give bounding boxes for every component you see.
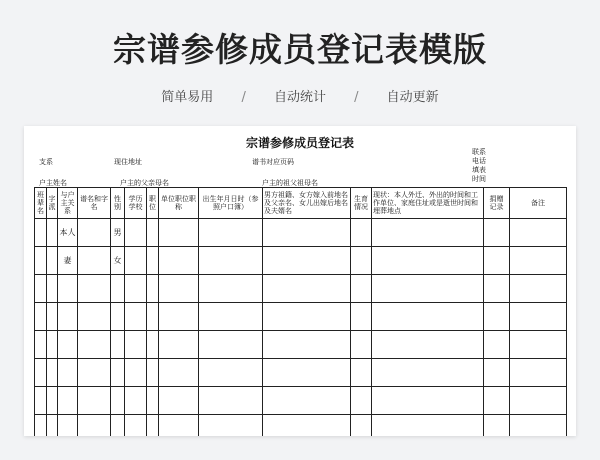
form-title: 宗谱参修成员登记表 bbox=[245, 136, 354, 150]
table-cell[interactable] bbox=[125, 275, 147, 303]
table-cell[interactable] bbox=[372, 387, 484, 415]
meta-contact: 联系电话填表时间 bbox=[472, 148, 486, 183]
table-cell[interactable] bbox=[78, 415, 111, 437]
form-sheet bbox=[24, 126, 576, 436]
table-cell[interactable] bbox=[78, 219, 111, 247]
table-cell[interactable] bbox=[111, 359, 125, 387]
table-cell[interactable] bbox=[159, 387, 199, 415]
table-cell[interactable] bbox=[111, 415, 125, 437]
col-workplace: 单位职位职称 bbox=[159, 188, 199, 219]
table-cell[interactable] bbox=[58, 303, 78, 331]
col-remarks: 备注 bbox=[510, 188, 567, 219]
table-cell[interactable] bbox=[47, 275, 58, 303]
table-row bbox=[35, 387, 567, 415]
table-cell[interactable] bbox=[484, 303, 510, 331]
col-generation: 班辈名 bbox=[35, 188, 47, 219]
tag-separator: / bbox=[354, 90, 359, 105]
col-status: 现状：本人外迁、外出的时间和工作单位、家庭住址或是逝世时间和埋葬地点 bbox=[372, 188, 484, 219]
register-table bbox=[34, 187, 567, 436]
table-cell[interactable] bbox=[147, 219, 159, 247]
table-cell[interactable] bbox=[125, 359, 147, 387]
table-cell[interactable] bbox=[78, 359, 111, 387]
table-cell[interactable] bbox=[47, 219, 58, 247]
table-cell[interactable] bbox=[125, 219, 147, 247]
table-cell[interactable] bbox=[35, 359, 47, 387]
table-cell[interactable] bbox=[111, 303, 125, 331]
table-cell[interactable] bbox=[199, 219, 263, 247]
table-cell[interactable]: 男 bbox=[111, 219, 125, 247]
table-cell[interactable] bbox=[35, 331, 47, 359]
table-cell[interactable] bbox=[125, 415, 147, 437]
table-cell[interactable]: 妻 bbox=[58, 247, 78, 275]
col-relation: 与户主关系 bbox=[58, 188, 78, 219]
meta-page-no: 谱书对应页码 bbox=[252, 158, 294, 166]
table-cell[interactable] bbox=[35, 415, 47, 437]
col-children: 生育情况 bbox=[351, 188, 372, 219]
tag-easy: 简单易用 bbox=[161, 90, 214, 105]
table-cell[interactable] bbox=[78, 275, 111, 303]
meta-head-parents: 户主的父亲母名 bbox=[120, 179, 169, 187]
table-cell[interactable] bbox=[510, 247, 567, 275]
table-cell[interactable] bbox=[484, 331, 510, 359]
table-cell[interactable] bbox=[47, 415, 58, 437]
table-cell[interactable] bbox=[147, 359, 159, 387]
table-cell[interactable] bbox=[58, 387, 78, 415]
col-zipai: 字派 bbox=[47, 188, 58, 219]
header-row bbox=[35, 188, 567, 219]
table-cell[interactable] bbox=[47, 387, 58, 415]
table-cell[interactable] bbox=[47, 247, 58, 275]
table-cell[interactable] bbox=[510, 219, 567, 247]
tag-auto-stats: 自动统计 bbox=[273, 90, 326, 105]
col-position: 职位 bbox=[147, 188, 159, 219]
table-cell[interactable] bbox=[351, 387, 372, 415]
table-cell[interactable] bbox=[147, 331, 159, 359]
table-cell[interactable] bbox=[484, 275, 510, 303]
table-cell[interactable] bbox=[510, 359, 567, 387]
table-cell[interactable] bbox=[199, 387, 263, 415]
table-cell[interactable] bbox=[351, 415, 372, 437]
table-cell[interactable] bbox=[484, 219, 510, 247]
table-cell[interactable] bbox=[147, 387, 159, 415]
table-cell[interactable] bbox=[47, 331, 58, 359]
table-cell[interactable] bbox=[78, 303, 111, 331]
table-cell[interactable] bbox=[263, 387, 351, 415]
table-cell[interactable] bbox=[58, 415, 78, 437]
table-cell[interactable] bbox=[510, 275, 567, 303]
table-cell[interactable] bbox=[159, 415, 199, 437]
table-cell[interactable] bbox=[484, 359, 510, 387]
table-cell[interactable] bbox=[372, 247, 484, 275]
table-row bbox=[35, 415, 567, 437]
table-cell[interactable] bbox=[372, 359, 484, 387]
table-cell[interactable] bbox=[111, 387, 125, 415]
table-cell[interactable] bbox=[125, 247, 147, 275]
table-cell[interactable] bbox=[484, 415, 510, 437]
table-cell[interactable] bbox=[199, 331, 263, 359]
table-row bbox=[35, 303, 567, 331]
table-cell[interactable] bbox=[510, 387, 567, 415]
table-cell[interactable] bbox=[199, 275, 263, 303]
table-cell[interactable] bbox=[263, 275, 351, 303]
tagline bbox=[0, 86, 600, 105]
col-donation: 捐赠记录 bbox=[484, 188, 510, 219]
col-names: 谱名和字名 bbox=[78, 188, 111, 219]
table-cell[interactable] bbox=[47, 359, 58, 387]
table-row bbox=[35, 247, 567, 275]
table-cell[interactable] bbox=[125, 387, 147, 415]
table-cell[interactable] bbox=[372, 303, 484, 331]
table-cell[interactable] bbox=[351, 303, 372, 331]
table-cell[interactable] bbox=[484, 387, 510, 415]
col-birth: 出生年月日时（参照户口簿） bbox=[199, 188, 263, 219]
table-cell[interactable] bbox=[58, 359, 78, 387]
table-cell[interactable] bbox=[263, 219, 351, 247]
col-gender: 性别 bbox=[111, 188, 125, 219]
table-cell[interactable] bbox=[35, 303, 47, 331]
table-cell[interactable] bbox=[199, 359, 263, 387]
page-title: 宗谱参修成员登记表模版 bbox=[113, 30, 487, 69]
tag-auto-update: 自动更新 bbox=[386, 90, 439, 105]
table-cell[interactable] bbox=[351, 247, 372, 275]
table-cell[interactable] bbox=[510, 331, 567, 359]
table-cell[interactable] bbox=[159, 275, 199, 303]
table-cell[interactable] bbox=[263, 303, 351, 331]
table-cell[interactable] bbox=[263, 359, 351, 387]
table-row bbox=[35, 275, 567, 303]
table-cell[interactable] bbox=[147, 415, 159, 437]
table-cell[interactable] bbox=[125, 303, 147, 331]
meta-head-grandparents: 户主的祖父祖母名 bbox=[262, 179, 318, 187]
table-cell[interactable] bbox=[159, 359, 199, 387]
table-cell[interactable] bbox=[372, 331, 484, 359]
table-cell[interactable] bbox=[372, 275, 484, 303]
table-cell[interactable] bbox=[159, 247, 199, 275]
table-cell[interactable] bbox=[351, 219, 372, 247]
col-origin: 男方祖籍、女方嫁入前地名及父亲名、女儿出嫁后地名及夫婿名 bbox=[263, 188, 351, 219]
table-cell[interactable] bbox=[510, 415, 567, 437]
table-cell[interactable] bbox=[263, 415, 351, 437]
table-cell[interactable]: 女 bbox=[111, 247, 125, 275]
tag-separator: / bbox=[241, 90, 246, 105]
table-cell[interactable] bbox=[35, 275, 47, 303]
table-cell[interactable] bbox=[199, 247, 263, 275]
table-row bbox=[35, 359, 567, 387]
table-cell[interactable] bbox=[199, 303, 263, 331]
table-cell[interactable] bbox=[111, 331, 125, 359]
table-cell[interactable] bbox=[35, 219, 47, 247]
table-cell[interactable] bbox=[159, 303, 199, 331]
meta-branch: 支系 bbox=[39, 158, 53, 166]
table-cell[interactable] bbox=[372, 415, 484, 437]
table-cell[interactable] bbox=[35, 387, 47, 415]
table-cell[interactable] bbox=[372, 219, 484, 247]
table-cell[interactable] bbox=[147, 247, 159, 275]
table-cell[interactable] bbox=[78, 387, 111, 415]
table-cell[interactable]: 本人 bbox=[58, 219, 78, 247]
table-cell[interactable] bbox=[58, 331, 78, 359]
table-cell[interactable] bbox=[263, 247, 351, 275]
table-cell[interactable] bbox=[263, 331, 351, 359]
table-cell[interactable] bbox=[351, 359, 372, 387]
table-cell[interactable] bbox=[47, 303, 58, 331]
table-cell[interactable] bbox=[484, 247, 510, 275]
table-row bbox=[35, 331, 567, 359]
table-cell[interactable] bbox=[510, 303, 567, 331]
table-cell[interactable] bbox=[78, 247, 111, 275]
table-cell[interactable] bbox=[159, 331, 199, 359]
meta-head-name: 户主姓名 bbox=[39, 179, 67, 187]
table-cell[interactable] bbox=[58, 275, 78, 303]
col-education: 学历学校 bbox=[125, 188, 147, 219]
table-row bbox=[35, 219, 567, 247]
table-cell[interactable] bbox=[78, 331, 111, 359]
table-cell[interactable] bbox=[125, 331, 147, 359]
table-cell[interactable] bbox=[159, 219, 199, 247]
table-cell[interactable] bbox=[351, 331, 372, 359]
table-cell[interactable] bbox=[147, 303, 159, 331]
table-cell[interactable] bbox=[147, 275, 159, 303]
table-cell[interactable] bbox=[35, 247, 47, 275]
meta-address: 现住地址 bbox=[114, 158, 142, 166]
table-cell[interactable] bbox=[351, 275, 372, 303]
table-cell[interactable] bbox=[111, 275, 125, 303]
table-cell[interactable] bbox=[199, 415, 263, 437]
